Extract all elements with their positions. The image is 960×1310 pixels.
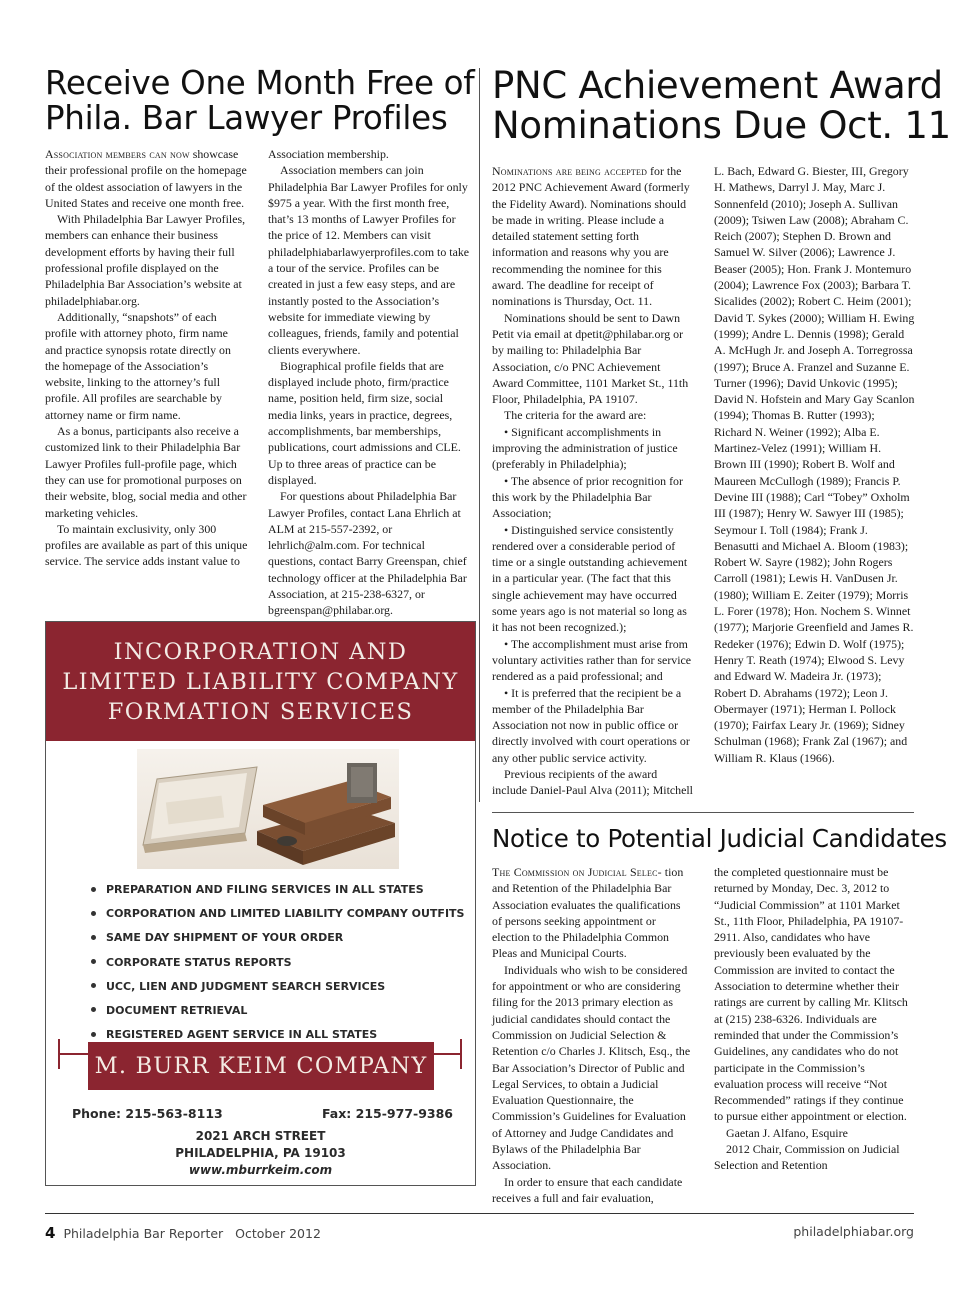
list-item — [91, 926, 464, 950]
paragraph: Previous recipients of the award include Daniel-Paul Alva (2011); Mitchell — [492, 766, 693, 798]
article-title-lawyer-profiles — [45, 66, 474, 136]
service-label: PREPARATION AND FILING SERVICES IN ALL STATES — [106, 883, 424, 896]
publication-name: Philadelphia Bar Reporter — [63, 1226, 224, 1241]
paragraph-text: for the 2012 PNC Achievement Award (formerly the Fidelity Award). Nominations should be made in writing. Please include a detailed statement setting forth information and reasons why you are recommending the nominee for this award. The deadline for receipt of nominations is Thursday, Oct. 11. — [492, 164, 690, 309]
paragraph: • Distinguished service consistently rendered over a considerable period of time or a single outstanding achievement in a particular year. (The fact that this single achievement may have occurred some years ago is not material so long as it has not been recognized.); — [492, 522, 688, 635]
paragraph: With Philadelphia Bar Lawyer Profiles, members can enhance their business development efforts by having their full professional profile displayed on the Philadelphia Bar Association’s website at philadelphiabar.org. — [45, 212, 246, 308]
ad-services-list — [91, 878, 464, 1047]
section-divider — [492, 812, 914, 813]
service-label: SAME DAY SHIPMENT OF YOUR ORDER — [106, 931, 344, 945]
list-item — [91, 975, 464, 999]
ad-city: PHILADELPHIA, PA 19103 — [175, 1146, 346, 1160]
service-label: DOCUMENT RETRIEVAL — [106, 1003, 248, 1017]
paragraph-text: tion and Retention of the Philadelphia Bar Association evaluates the qualifications of persons seeking appointment or election to the Philadelphia Common Pleas and Municipal Courts. — [492, 865, 684, 961]
ad-phone: Phone: 215-563-8113 — [72, 1106, 223, 1121]
issue-date: October 2012 — [235, 1226, 321, 1241]
ad-headline-line: INCORPORATION AND — [113, 638, 408, 665]
list-item — [91, 878, 464, 902]
title-line: Nominations Due Oct. 11 — [492, 103, 951, 147]
article3-column-2 — [714, 864, 915, 1174]
bullet-icon — [91, 1032, 96, 1037]
title-line: Phila. Bar Lawyer Profiles — [45, 99, 448, 138]
paragraph: The criteria for the award are: — [504, 408, 647, 423]
title-line: PNC Achievement Award — [492, 64, 943, 107]
footer-site-link[interactable]: philadelphiabar.org — [793, 1224, 914, 1239]
paragraph: the completed questionnaire must be returned by Monday, Dec. 3, 2012 to “Judicial Commission” at 1101 Market St., 11th Floor, Philadelphia, PA 19107-2911. Also, candidates who have previously been evaluated by the Commission are invited to contact the Association to determine whether their ratings are current by calling Mr. Klitsch at (215) 238-6326. Individuals are reminded that under the Commission’s Guidelines, any candidates who do not participate in the Commission’s evaluation process will receive “Not Recommended” ratings if they continue to pursue either appointment or election. — [714, 865, 908, 1124]
bullet-icon — [91, 983, 96, 988]
ad-street: 2021 ARCH STREET — [195, 1129, 326, 1143]
paragraph: • The absence of prior recognition for this work by the Philadelphia Bar Association; — [492, 473, 683, 521]
article2-column-2 — [714, 163, 915, 766]
paragraph — [492, 864, 693, 962]
title-line: Receive One Month Free of — [45, 64, 475, 102]
signature-name: Gaetan J. Alfano, Esquire — [726, 1125, 848, 1140]
signature-title: 2012 Chair, Commission on Judicial Selection and Retention — [714, 1142, 900, 1173]
paragraph: • It is preferred that the recipient be a member of the Philadelphia Bar Association not now in public office or directly involved with court operations or any other public service activity. — [492, 685, 690, 765]
list-item — [91, 951, 464, 975]
service-label: CORPORATE STATUS REPORTS — [106, 955, 292, 969]
paragraph: Nominations should be sent to Dawn Petit via email at dpetit@philabar.org or by mailing to: Philadelphia Bar Association, c/o PNC Achievement Award Committee, 1101 Market St., 11th Floor, Philadelphia, PA 19107. — [492, 310, 689, 407]
lead-caps: The Commission on Judicial Selec- — [492, 865, 662, 879]
ad-headline-line: LIMITED LIABILITY COMPANY — [62, 668, 459, 695]
article3-column-1 — [492, 864, 693, 1206]
lead-caps: Association members can now — [45, 147, 190, 161]
article-title-pnc-award — [492, 66, 951, 146]
paragraph-text: showcase their professional profile on the homepage of the oldest association of lawyers in the United States and receive one month free. — [45, 147, 247, 210]
service-label: CORPORATION AND LIMITED LIABILITY COMPANY OUTFITS — [106, 907, 465, 921]
corporate-kit-image — [137, 749, 399, 869]
paragraph: • The accomplishment must arise from voluntary activities rather than for service rendered as a paid professional; and — [492, 636, 692, 684]
paragraph — [45, 146, 248, 211]
paragraph: Individuals who wish to be considered for appointment or who are considering filing for the 2013 primary election as judicial candidates should contact the Commission on Judicial Selection & Retention c/o Charles J. Klitsch, Esq., the Bar Association’s Director of Public and Legal Services, to obtain a Judicial Evaluation Questionnaire, the Commission’s Guidelines for Evaluation of Attorney and Judge Candidates and Bylaws of the Philadelphia Bar Association. — [492, 962, 691, 1173]
ad-website-link[interactable]: www.mburrkeim.com — [188, 1163, 333, 1177]
bullet-icon — [91, 887, 96, 892]
article2-column-1 — [492, 163, 693, 799]
bullet-icon — [91, 935, 96, 940]
ad-headline — [46, 622, 475, 741]
article-title-judicial-candidates: Notice to Potential Judicial Candidates — [492, 824, 947, 853]
advertisement-burr-keim — [45, 621, 476, 1186]
paragraph: Additionally, “snapshots” of each profile with attorney photo, firm name and practice synopsis rotate directly on the homepage of the Association’s website, linking to the attorney’s full profile. All profiles are searchable by attorney name or firm name. — [45, 309, 231, 422]
bullet-icon — [91, 959, 96, 964]
page-number: 4 — [45, 1224, 56, 1242]
paragraph: As a bonus, participants also receive a customized link to their Philadelphia Bar Lawyer Profiles full-profile page, which they can use for promotional purposes on their website, blog, social media and other marketing vehicles. — [45, 424, 247, 520]
paragraph: For questions about Philadelphia Bar Lawyer Profiles, contact Lana Ehrlich at ALM at 215-557-2392, or lehrlich@alm.com. For technical questions, contact Barry Greenspan, chief technology officer at the Philadelphia Bar Association, at 215-238-6327, or bgreenspan@philabar.org. — [268, 489, 467, 618]
ad-fax: Fax: 215-977-9386 — [321, 1106, 453, 1121]
column-divider — [479, 68, 480, 802]
paragraph: To maintain exclusivity, only 300 profiles are available as part of this unique service. The service adds instant value to — [45, 521, 248, 569]
ad-company-name: M. BURR KEIM COMPANY — [88, 1042, 434, 1090]
list-item — [91, 999, 464, 1023]
article1-column-1 — [45, 146, 248, 570]
paragraph: • Significant accomplishments in improving the administration of justice (preferably in Philadelphia); — [492, 424, 678, 472]
paragraph: Association membership. — [268, 147, 389, 161]
paragraph — [492, 163, 693, 310]
bullet-icon — [91, 911, 96, 916]
paragraph: Biographical profile fields that are displayed include photo, firm/practice name, position held, firm size, social media links, years in practice, degrees, accomplishments, bar memberships, publications, court admissions and CLE. Up to three areas of practice can be displayed. — [268, 358, 461, 487]
lead-caps: Nominations are being accepted — [492, 164, 648, 178]
list-item — [91, 902, 464, 926]
article1-column-2 — [268, 146, 470, 619]
service-label: UCC, LIEN AND JUDGMENT SEARCH SERVICES — [106, 979, 386, 993]
paragraph: Association members can join Philadelphia Bar Lawyer Profiles for only $975 a year. With the first month free, that’s 13 months of Lawyer Profiles for the price of 12. Members can visit philadelphiabarlawyerprofiles.com to take a tour of the service. Profiles can be created in just a few easy steps, and are instantly posted to the Association’s website for immediate viewing by colleagues, friends, family and potential clients everywhere. — [268, 163, 470, 357]
footer-left — [45, 1224, 321, 1242]
service-label: REGISTERED AGENT SERVICE IN ALL STATES — [106, 1028, 378, 1042]
paragraph: L. Bach, Edward G. Biester, III, Gregory H. Mathews, Darryl J. May, Marc J. Sonnenfeld (2010); Joseph A. Sullivan (2009); Tsiwen Law (2008); Abraham C. Reich (2007); Stephen D. Brown and Samuel W. Silver (2006); Lawrence J. Beaser (2005); Hon. Frank J. Montemuro (2004); Lawrence Fox (2003); Barbara T. Sicalides (2002); Robert C. Heim (2001); David T. Sykes (2000); William H. Ewing (1999); Andre L. Dennis (1998); Gerald A. McHugh Jr. and Joseph A. Torregrossa (1997); Bruce A. Franzel and Suzanne E. Turner (1996); David Unkovic (1995); David N. Hofstein and Mary Gay Scanlon (1994); Thomas B. Rutter (1993); Richard N. Weiner (1992); Alba E. Martinez-Velez (1991); William H. Brown III (1990); Robert B. Wolf and Maureen McCullogh (1989); Francis P. Devine III (1988); Carl “Tobey” Oxholm III (1987); Henry W. Sawyer III (1985); Seymour I. Toll (1984); Frank J. Benasutti and Michael A. Bloom (1983); Robert W. Sayre (1982); John Rogers Carroll (1981); Lewis H. VanDusen Jr. (1980); William E. Zeiter (1979); Morris L. Forer (1978); Hon. Nochem S. Winnet (1977); Marjorie Greenfield and James R. Redeker (1976); Edwin D. Wolf (1975); Henry T. Reath (1974); Elwood S. Levy and Edward W. Madeira Jr. (1973); Robert D. Abrahams (1972); Leon J. Obermayer (1971); Herman I. Pollock (1970); Fairfax Leary Jr. (1969); Sidney Schulman (1968); Frank Zal (1967); and William R. Klaus (1966). — [714, 164, 915, 765]
ad-headline-line: FORMATION SERVICES — [107, 698, 414, 725]
corporate-kit-illustration — [137, 749, 399, 869]
paragraph: In order to ensure that each candidate receives a full and fair evaluation, — [492, 1174, 683, 1205]
footer-rule — [45, 1213, 914, 1214]
bullet-icon — [91, 1007, 96, 1012]
